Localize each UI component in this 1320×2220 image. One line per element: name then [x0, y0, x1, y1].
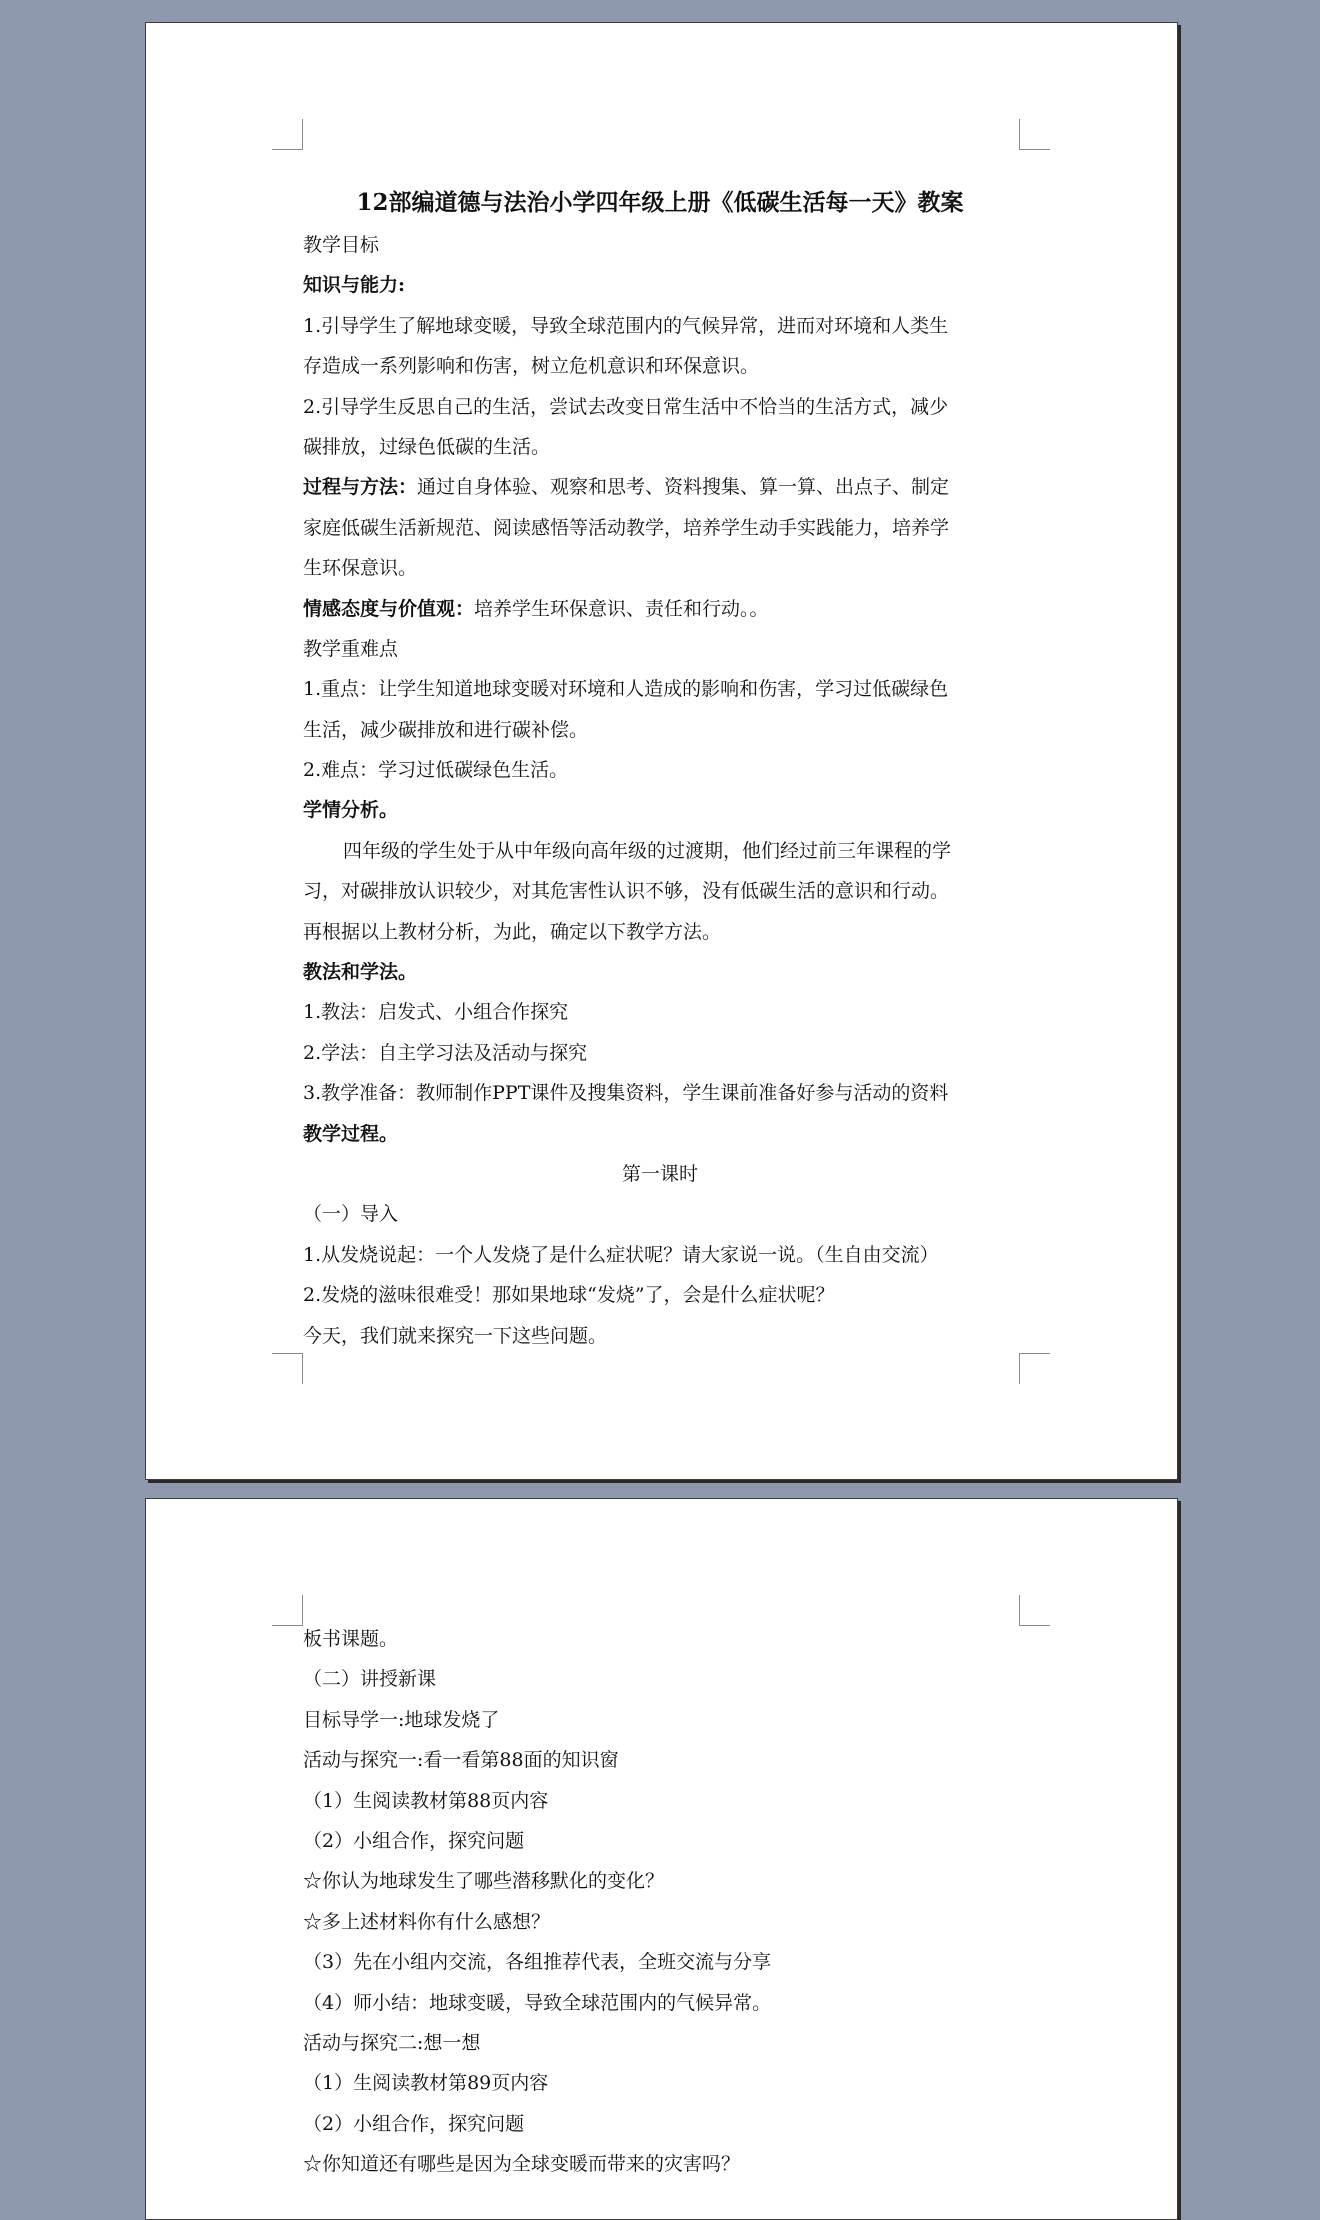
paragraph-line: 1.重点：让学生知道地球变暖对环境和人造成的影响和伤害，学习过低碳绿色	[303, 678, 949, 701]
paragraph-line: 活动与探究二:想一想	[303, 2031, 481, 2054]
paragraph-line: 目标导学一:地球发烧了	[303, 1708, 500, 1731]
paragraph-line: 2.引导学生反思自己的生活，尝试去改变日常生活中不恰当的生活方式，减少	[303, 395, 949, 418]
key-points-heading: 教学重难点	[303, 637, 399, 660]
list-item: ☆多上述材料你有什么感想？	[303, 1910, 551, 1933]
paragraph-line: 再根据以上教材分析，为此，确定以下教学方法。	[303, 920, 722, 943]
paragraph-line: 活动与探究一:看一看第88面的知识窗	[303, 1749, 619, 1772]
list-item: 3.教学准备：教师制作PPT课件及搜集资料，学生课前准备好参与活动的资料	[303, 1082, 949, 1105]
list-item: 1.教法：启发式、小组合作探究	[303, 1001, 569, 1024]
margin-corner-mark	[272, 1595, 303, 1626]
margin-corner-mark	[1019, 119, 1050, 150]
page-2-body	[303, 1619, 1017, 2184]
margin-corner-mark	[1019, 1353, 1050, 1384]
list-item: （1）生阅读教材第89页内容	[303, 2072, 549, 2095]
paragraph-line: 碳排放，过绿色低碳的生活。	[303, 435, 551, 458]
paragraph-line: 四年级的学生处于从中年级向高年级的过渡期，他们经过前三年课程的学	[343, 839, 952, 862]
list-item: （1）生阅读教材第88页内容	[303, 1789, 549, 1812]
paragraph-line: 2.难点：学习过低碳绿色生活。	[303, 759, 569, 782]
process-text: 通过自身体验、观察和思考、资料搜集、算一算、出点子、制定	[417, 476, 950, 499]
section-heading: （二）讲授新课	[303, 1668, 437, 1691]
paragraph-line: 习，对碳排放认识较少，对其危害性认识不够，没有低碳生活的意识和行动。	[303, 880, 950, 903]
list-item: （2）小组合作，探究问题	[303, 1829, 525, 1852]
objectives-heading: 教学目标	[303, 234, 380, 256]
methods-heading: 教法和学法。	[303, 961, 418, 984]
emotion-label: 情感态度与价值观：	[303, 597, 475, 620]
list-item: （2）小组合作，探究问题	[303, 2112, 525, 2135]
page-1-body	[303, 181, 1017, 1356]
list-item: ☆你认为地球发生了哪些潜移默化的变化？	[303, 1870, 665, 1893]
list-item: 2.学法：自主学习法及活动与探究	[303, 1041, 588, 1064]
paragraph-line: 家庭低碳生活新规范、阅读感悟等活动教学，培养学生动手实践能力，培养学	[303, 516, 950, 539]
list-item: 2.发烧的滋味很难受！那如果地球“发烧”了，会是什么症状呢？	[303, 1284, 835, 1307]
margin-corner-mark	[1019, 1595, 1050, 1626]
paragraph-line: 今天，我们就来探究一下这些问题。	[303, 1324, 608, 1347]
list-item: ☆你知道还有哪些是因为全球变暖而带来的灾害吗？	[303, 2153, 741, 2176]
margin-corner-mark	[272, 119, 303, 150]
list-item: 1.从发烧说起：一个人发烧了是什么症状呢？请大家说一说。（生自由交流）	[303, 1243, 939, 1266]
paragraph-line: 生环保意识。	[303, 557, 418, 580]
section-heading: （一）导入	[303, 1203, 399, 1226]
process-method-line	[303, 467, 1017, 507]
margin-corner-mark	[272, 1353, 303, 1384]
analysis-heading: 学情分析。	[303, 799, 399, 822]
paragraph-line: 生活，减少碳排放和进行碳补偿。	[303, 718, 589, 741]
list-item: （4）师小结：地球变暖，导致全球范围内的气候异常。	[303, 1991, 772, 2014]
paragraph-line: 板书课题。	[303, 1628, 399, 1650]
document-page-1	[145, 22, 1178, 1480]
process-heading: 教学过程。	[303, 1122, 399, 1145]
paragraph-line: 1.引导学生了解地球变暖，导致全球范围内的气候异常，进而对环境和人类生	[303, 314, 949, 337]
process-label: 过程与方法：	[303, 476, 418, 499]
knowledge-heading: 知识与能力:	[303, 274, 406, 297]
document-page-2	[145, 1498, 1178, 2220]
document-title: 12部编道德与法治小学四年级上册《低碳生活每一天》教案	[356, 189, 964, 216]
list-item: （3）先在小组内交流，各组推荐代表，全班交流与分享	[303, 1951, 772, 1974]
emotion-text: 培养学生环保意识、责任和行动。。	[474, 597, 769, 620]
emotion-line	[303, 589, 1017, 629]
paragraph-line: 存造成一系列影响和伤害，树立危机意识和环保意识。	[303, 355, 760, 378]
lesson-heading: 第一课时	[621, 1162, 698, 1185]
